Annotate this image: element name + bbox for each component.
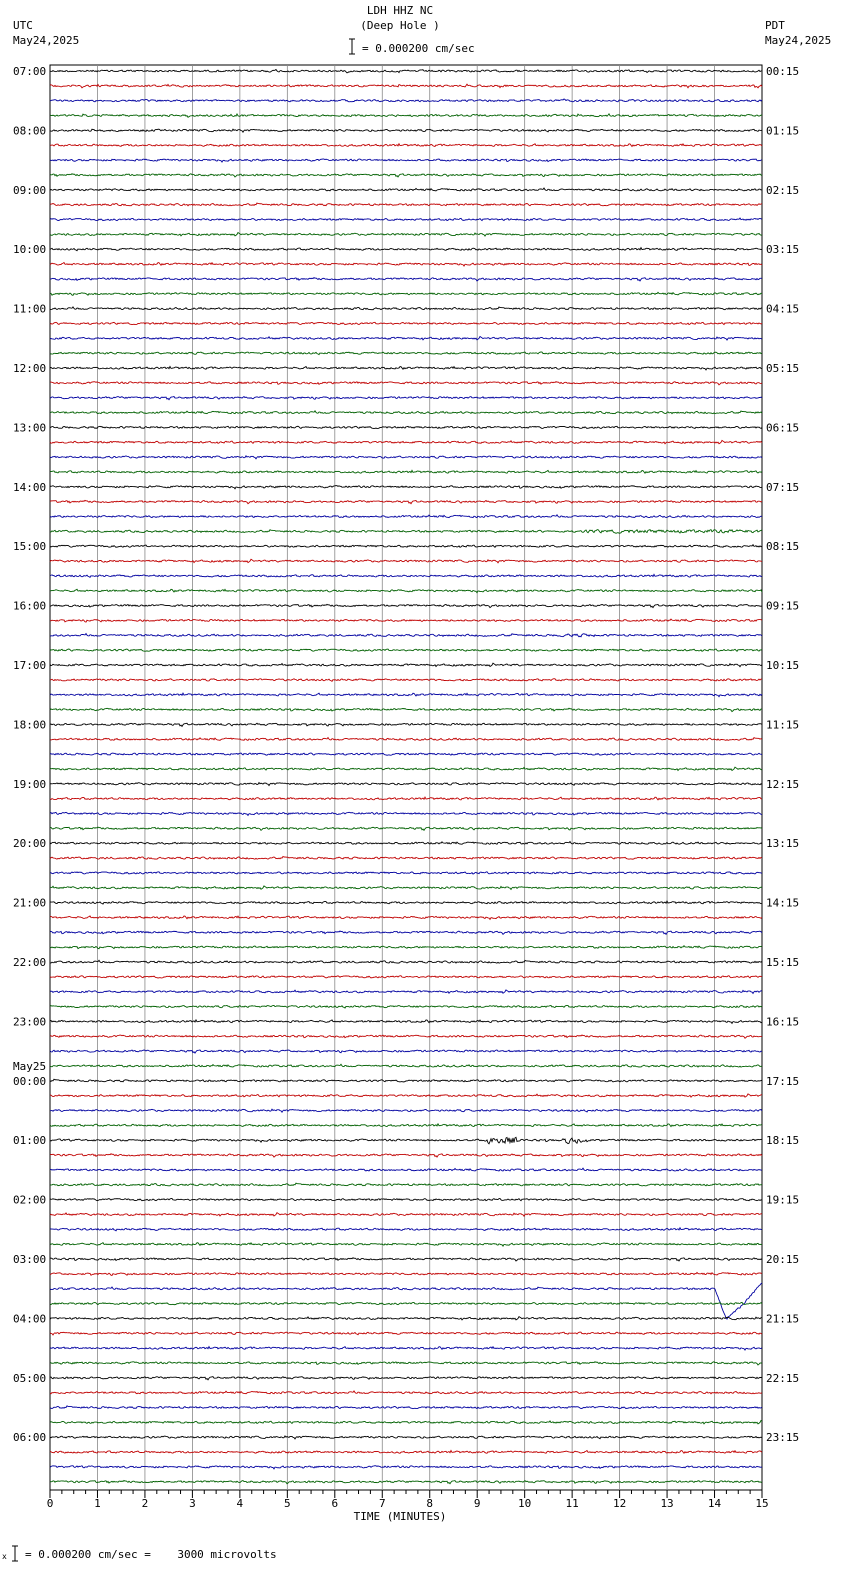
right-hour-label: 17:15 [766, 1074, 800, 1088]
trace-line [50, 1421, 762, 1424]
right-hour-label: 15:15 [766, 956, 800, 969]
trace-line [50, 1377, 762, 1380]
x-tick-label: 6 [331, 1497, 339, 1510]
trace-line [50, 1436, 762, 1439]
trace-line [50, 767, 762, 770]
right-hour-label: 01:15 [766, 124, 800, 138]
trace-line [50, 976, 762, 978]
x-tick-label: 5 [284, 1497, 291, 1510]
trace-line [50, 886, 762, 890]
trace-line [50, 1137, 762, 1144]
trace-line [50, 901, 762, 904]
trace-line [50, 1480, 762, 1483]
left-hour-label: 16:00 [13, 599, 47, 613]
trace-line [50, 322, 762, 324]
left-hour-label: 07:00 [13, 65, 47, 78]
right-timezone: PDT [765, 19, 785, 32]
trace-line [50, 248, 762, 251]
trace-line [50, 1064, 762, 1067]
x-tick-label: 12 [612, 1497, 627, 1510]
trace-line [50, 634, 762, 637]
left-hour-label: 15:00 [13, 540, 47, 554]
trace-line [50, 99, 762, 102]
trace-line [50, 1005, 762, 1008]
trace-line [50, 129, 762, 132]
right-hour-label: 20:15 [766, 1253, 800, 1266]
trace-line [50, 1154, 762, 1157]
trace-line [50, 1035, 762, 1038]
right-hour-label: 14:15 [766, 896, 800, 910]
trace-line [50, 352, 762, 355]
right-hour-label: 23:15 [766, 1431, 800, 1445]
left-hour-label: 22:00 [13, 956, 47, 969]
right-hour-label: 04:15 [766, 302, 800, 316]
trace-line [50, 559, 762, 563]
right-hour-label: 21:15 [766, 1312, 800, 1326]
left-hour-label: 02:00 [13, 1193, 47, 1207]
right-hour-label: 03:15 [766, 243, 800, 257]
x-tick-label: 8 [426, 1497, 434, 1510]
trace-line [50, 812, 762, 815]
right-hour-label: 02:15 [766, 183, 800, 197]
trace-line [50, 307, 762, 310]
left-hour-label: 06:00 [13, 1431, 47, 1445]
left-hour-label: 23:00 [13, 1015, 47, 1029]
x-tick-label: 7 [378, 1497, 386, 1510]
x-tick-label: 2 [141, 1497, 149, 1510]
x-tick-label: 11 [565, 1497, 579, 1510]
x-tick-label: 1 [94, 1497, 101, 1510]
x-axis-label: TIME (MINUTES) [353, 1510, 447, 1523]
scale-label: = 0.000200 cm/sec [362, 42, 475, 55]
trace-line [50, 797, 762, 800]
trace-line [50, 1466, 762, 1469]
trace-line [50, 218, 762, 221]
trace-line [50, 263, 762, 266]
trace-line [50, 1020, 762, 1024]
right-hour-label: 19:15 [766, 1193, 800, 1207]
footer-scale-prefix: x [2, 1552, 7, 1561]
x-tick-label: 14 [707, 1497, 722, 1510]
trace-line [50, 872, 762, 874]
trace-line [50, 233, 762, 237]
trace-line [50, 827, 762, 830]
trace-line [50, 470, 762, 473]
trace-line [50, 1109, 762, 1112]
trace-line [50, 203, 762, 206]
left-date: May24,2025 [13, 34, 80, 47]
trace-line [50, 1124, 762, 1127]
trace-line [50, 1332, 762, 1335]
right-hour-label: 18:15 [766, 1134, 800, 1148]
trace-line [50, 144, 762, 147]
trace-line [50, 1213, 762, 1217]
trace-line [50, 649, 762, 651]
trace-line [50, 856, 762, 859]
trace-line [50, 1272, 762, 1275]
trace-line [50, 604, 762, 607]
trace-line [50, 1168, 762, 1171]
left-hour-label: 20:00 [13, 837, 47, 851]
right-hour-label: 08:15 [766, 540, 800, 554]
trace-line [50, 753, 762, 755]
trace-line [50, 931, 762, 934]
trace-line [50, 663, 762, 667]
x-tick-label: 13 [660, 1497, 674, 1510]
trace-line [50, 1302, 762, 1304]
right-hour-label: 16:15 [766, 1015, 800, 1029]
left-hour-label: 11:00 [13, 302, 47, 316]
trace-line [50, 1198, 762, 1200]
trace-line [50, 1317, 762, 1320]
station-title: LDH HHZ NC [366, 4, 434, 17]
trace-line [50, 841, 762, 844]
left-hour-label: 17:00 [13, 659, 47, 672]
trace-line [50, 530, 762, 534]
trace-line [50, 366, 762, 370]
left-hour-label: 10:00 [13, 243, 47, 257]
trace-line [50, 84, 762, 88]
right-hour-label: 22:15 [766, 1371, 800, 1385]
left-hour-label: 18:00 [13, 718, 47, 732]
trace-line [50, 456, 762, 459]
left-hour-label: 01:00 [13, 1134, 47, 1148]
right-hour-label: 00:15 [766, 65, 800, 78]
x-tick-label: 0 [46, 1497, 54, 1510]
trace-line [50, 486, 762, 489]
left-timezone: UTC [13, 19, 33, 32]
right-hour-label: 13:15 [766, 837, 800, 851]
trace-line [50, 679, 762, 682]
right-hour-label: 12:15 [766, 777, 800, 791]
trace-line [50, 1079, 762, 1082]
trace-line [50, 960, 762, 963]
trace-line [50, 946, 762, 949]
trace-line [50, 1243, 762, 1246]
left-hour-label: 21:00 [13, 896, 47, 910]
left-hour-label: 12:00 [13, 362, 47, 375]
trace-line [50, 278, 762, 281]
trace-line [50, 1406, 762, 1409]
trace-line [50, 440, 762, 443]
trace-line [50, 783, 762, 786]
trace-line [50, 515, 762, 518]
trace-line [50, 159, 762, 162]
trace-line [50, 500, 762, 503]
right-hour-label: 09:15 [766, 599, 800, 613]
left-hour-label: 05:00 [13, 1371, 47, 1385]
trace-line [50, 397, 762, 400]
site-subtitle: (Deep Hole ) [360, 19, 440, 32]
date-change-label: May25 [13, 1059, 47, 1073]
left-hour-label: 03:00 [13, 1253, 47, 1266]
left-hour-label: 19:00 [13, 777, 47, 791]
left-hour-label: 04:00 [13, 1312, 47, 1326]
trace-line [50, 292, 762, 295]
trace-line [50, 589, 762, 592]
trace-line [50, 1050, 762, 1053]
trace-line [50, 545, 762, 548]
left-hour-label: 08:00 [13, 124, 47, 138]
right-hour-label: 07:15 [766, 480, 800, 494]
footer-scale-label: = 0.000200 cm/sec = 3000 microvolts [25, 1548, 277, 1561]
left-hour-label: 09:00 [13, 183, 47, 197]
trace-line [50, 1362, 762, 1365]
trace-line [50, 1094, 762, 1097]
left-hour-label: 13:00 [13, 421, 47, 435]
trace-line [50, 1347, 762, 1351]
right-hour-label: 06:15 [766, 421, 800, 435]
trace-line [50, 738, 762, 741]
trace-line [50, 619, 762, 622]
trace-line [50, 693, 762, 697]
right-hour-label: 10:15 [766, 659, 800, 672]
trace-line [50, 114, 762, 117]
trace-line [50, 990, 762, 994]
x-tick-label: 4 [236, 1497, 244, 1510]
right-hour-label: 11:15 [766, 718, 800, 732]
trace-line [50, 1391, 762, 1394]
trace-line [50, 723, 762, 726]
trace-line [50, 411, 762, 414]
x-tick-label: 10 [518, 1497, 532, 1510]
trace-line [50, 382, 762, 385]
left-hour-label: 00:00 [13, 1074, 47, 1088]
left-hour-label: 14:00 [13, 480, 47, 494]
trace-line [50, 188, 762, 191]
trace-line [50, 337, 762, 341]
trace-line [50, 1183, 762, 1186]
trace-line [50, 1283, 762, 1319]
trace-line [50, 916, 762, 919]
x-tick-label: 15 [755, 1497, 769, 1510]
trace-line [50, 1258, 762, 1261]
right-date: May24,2025 [765, 34, 832, 47]
trace-line [50, 574, 762, 577]
trace-line [50, 426, 762, 428]
x-tick-label: 3 [189, 1497, 196, 1510]
trace-line [50, 69, 762, 72]
trace-line [50, 1228, 762, 1231]
trace-line [50, 174, 762, 177]
trace-line [50, 708, 762, 711]
x-tick-label: 9 [473, 1497, 481, 1510]
right-hour-label: 05:15 [766, 362, 800, 375]
trace-line [50, 1451, 762, 1454]
